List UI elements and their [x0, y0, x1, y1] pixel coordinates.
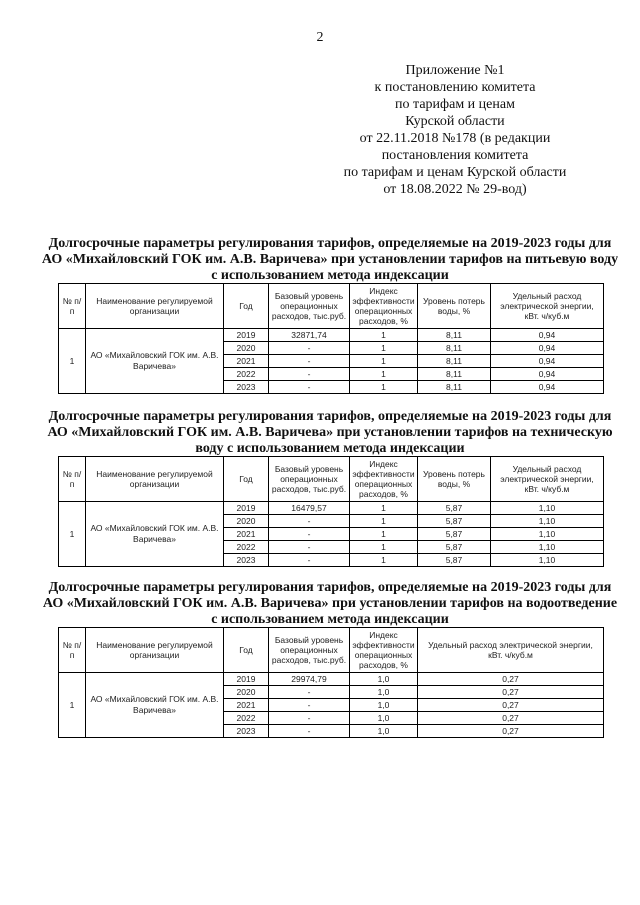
- cell-loss: 5,87: [418, 541, 491, 554]
- section-title-wastewater: Долгосрочные параметры регулирования тарифов, определяемые на 2019-2023 годы для АО «Михайловский ГОК им. А.В. Варичева» при установлении тарифов на водоотведение с использованием метода индексации: [42, 580, 618, 627]
- cell-index: 1,0: [350, 699, 418, 712]
- table-row: [59, 502, 604, 515]
- cell-loss: 8,11: [418, 368, 491, 381]
- cell-base: -: [269, 541, 350, 554]
- appendix-line: от 22.11.2018 №178 (в редакции: [359, 131, 551, 146]
- cell-year: 2023: [224, 554, 269, 567]
- section-title-drinking-water: Долгосрочные параметры регулирования тарифов, определяемые на 2019-2023 годы для АО «Михайловский ГОК им. А.В. Варичева» при установлении тарифов на питьевую воду с использованием метода индексации: [41, 236, 619, 283]
- appendix-line: к постановлению комитета: [374, 80, 536, 95]
- cell-base: -: [269, 368, 350, 381]
- org-num: 1: [59, 329, 86, 394]
- cell-index: 1: [350, 342, 418, 355]
- cell-loss: 5,87: [418, 515, 491, 528]
- cell-year: 2022: [224, 712, 269, 725]
- org-name: АО «Михайловский ГОК им. А.В. Варичева»: [86, 502, 224, 567]
- cell-year: 2020: [224, 686, 269, 699]
- cell-loss: 5,87: [418, 502, 491, 515]
- cell-index: 1: [350, 368, 418, 381]
- appendix-line: от 18.08.2022 № 29-вод): [383, 182, 527, 197]
- header-year: Год: [224, 284, 269, 329]
- header-num: № п/п: [59, 628, 86, 673]
- header-base: Базовый уровень операционных расходов, тыс.руб.: [269, 457, 350, 502]
- cell-index: 1: [350, 541, 418, 554]
- cell-base: 32871,74: [269, 329, 350, 342]
- header-energy: Удельный расход электрической энергии, кВт. ч/куб.м: [491, 284, 604, 329]
- header-name: Наименование регулируемой организации: [86, 284, 224, 329]
- header-year: Год: [224, 457, 269, 502]
- cell-year: 2023: [224, 725, 269, 738]
- cell-index: 1: [350, 329, 418, 342]
- cell-base: -: [269, 515, 350, 528]
- cell-energy: 1,10: [491, 528, 604, 541]
- cell-year: 2023: [224, 381, 269, 394]
- cell-base: -: [269, 712, 350, 725]
- cell-energy: 0,27: [418, 725, 604, 738]
- header-index: Индекс эффективности операционных расходов, %: [350, 628, 418, 673]
- header-name: Наименование регулируемой организации: [86, 457, 224, 502]
- cell-year: 2021: [224, 528, 269, 541]
- header-energy: Удельный расход электрической энергии, кВт. ч/куб.м: [418, 628, 604, 673]
- cell-index: 1: [350, 381, 418, 394]
- cell-base: -: [269, 342, 350, 355]
- org-num: 1: [59, 673, 86, 738]
- cell-year: 2021: [224, 355, 269, 368]
- table-technical-water: [58, 456, 604, 567]
- cell-loss: 8,11: [418, 342, 491, 355]
- header-base: Базовый уровень операционных расходов, тыс.руб.: [269, 628, 350, 673]
- cell-energy: 0,27: [418, 712, 604, 725]
- cell-energy: 0,94: [491, 381, 604, 394]
- table-row: [59, 329, 604, 342]
- cell-index: 1,0: [350, 673, 418, 686]
- cell-index: 1: [350, 355, 418, 368]
- cell-base: -: [269, 528, 350, 541]
- cell-energy: 0,27: [418, 686, 604, 699]
- cell-energy: 0,94: [491, 368, 604, 381]
- appendix-header: [330, 62, 580, 198]
- appendix-line: по тарифам и ценам Курской области: [343, 165, 567, 180]
- cell-base: 29974,79: [269, 673, 350, 686]
- cell-loss: 5,87: [418, 528, 491, 541]
- cell-base: -: [269, 554, 350, 567]
- org-name: АО «Михайловский ГОК им. А.В. Варичева»: [86, 673, 224, 738]
- cell-year: 2019: [224, 329, 269, 342]
- cell-energy: 0,27: [418, 699, 604, 712]
- cell-index: 1: [350, 515, 418, 528]
- section-title-technical-water: Долгосрочные параметры регулирования тарифов, определяемые на 2019-2023 годы для АО «Михайловский ГОК им. А.В. Варичева» при установлении тарифов на техническую воду с использованием метода индексации: [47, 409, 613, 456]
- cell-energy: 1,10: [491, 554, 604, 567]
- cell-energy: 1,10: [491, 502, 604, 515]
- page-number: 2: [316, 30, 324, 45]
- cell-year: 2020: [224, 342, 269, 355]
- cell-base: -: [269, 686, 350, 699]
- cell-base: -: [269, 699, 350, 712]
- cell-index: 1: [350, 502, 418, 515]
- cell-energy: 1,10: [491, 541, 604, 554]
- cell-year: 2019: [224, 673, 269, 686]
- header-loss: Уровень потерь воды, %: [418, 284, 491, 329]
- org-name: АО «Михайловский ГОК им. А.В. Варичева»: [86, 329, 224, 394]
- cell-energy: 0,27: [418, 673, 604, 686]
- cell-year: 2020: [224, 515, 269, 528]
- cell-base: -: [269, 355, 350, 368]
- appendix-line: Курской области: [405, 114, 505, 129]
- cell-loss: 8,11: [418, 355, 491, 368]
- org-num: 1: [59, 502, 86, 567]
- cell-year: 2022: [224, 368, 269, 381]
- cell-base: -: [269, 381, 350, 394]
- cell-year: 2022: [224, 541, 269, 554]
- cell-energy: 1,10: [491, 515, 604, 528]
- cell-year: 2021: [224, 699, 269, 712]
- appendix-line: Приложение №1: [405, 63, 505, 78]
- header-name: Наименование регулируемой организации: [86, 628, 224, 673]
- table-header-row: [59, 628, 604, 673]
- header-num: № п/п: [59, 457, 86, 502]
- header-loss: Уровень потерь воды, %: [418, 457, 491, 502]
- cell-loss: 8,11: [418, 329, 491, 342]
- header-energy: Удельный расход электрической энергии, кВт. ч/куб.м: [491, 457, 604, 502]
- cell-index: 1,0: [350, 712, 418, 725]
- cell-index: 1: [350, 528, 418, 541]
- cell-loss: 8,11: [418, 381, 491, 394]
- header-base: Базовый уровень операционных расходов, тыс.руб.: [269, 284, 350, 329]
- table-drinking-water: [58, 283, 604, 394]
- cell-base: 16479,57: [269, 502, 350, 515]
- cell-energy: 0,94: [491, 342, 604, 355]
- cell-index: 1,0: [350, 725, 418, 738]
- header-year: Год: [224, 628, 269, 673]
- header-num: № п/п: [59, 284, 86, 329]
- appendix-line: постановления комитета: [381, 148, 529, 163]
- appendix-line: по тарифам и ценам: [395, 97, 515, 112]
- cell-energy: 0,94: [491, 355, 604, 368]
- cell-index: 1,0: [350, 686, 418, 699]
- cell-year: 2019: [224, 502, 269, 515]
- cell-energy: 0,94: [491, 329, 604, 342]
- table-wastewater: [58, 627, 604, 738]
- cell-base: -: [269, 725, 350, 738]
- table-header-row: [59, 457, 604, 502]
- header-index: Индекс эффективности операционных расходов, %: [350, 457, 418, 502]
- header-index: Индекс эффективности операционных расходов, %: [350, 284, 418, 329]
- table-row: [59, 673, 604, 686]
- table-header-row: [59, 284, 604, 329]
- cell-index: 1: [350, 554, 418, 567]
- cell-loss: 5,87: [418, 554, 491, 567]
